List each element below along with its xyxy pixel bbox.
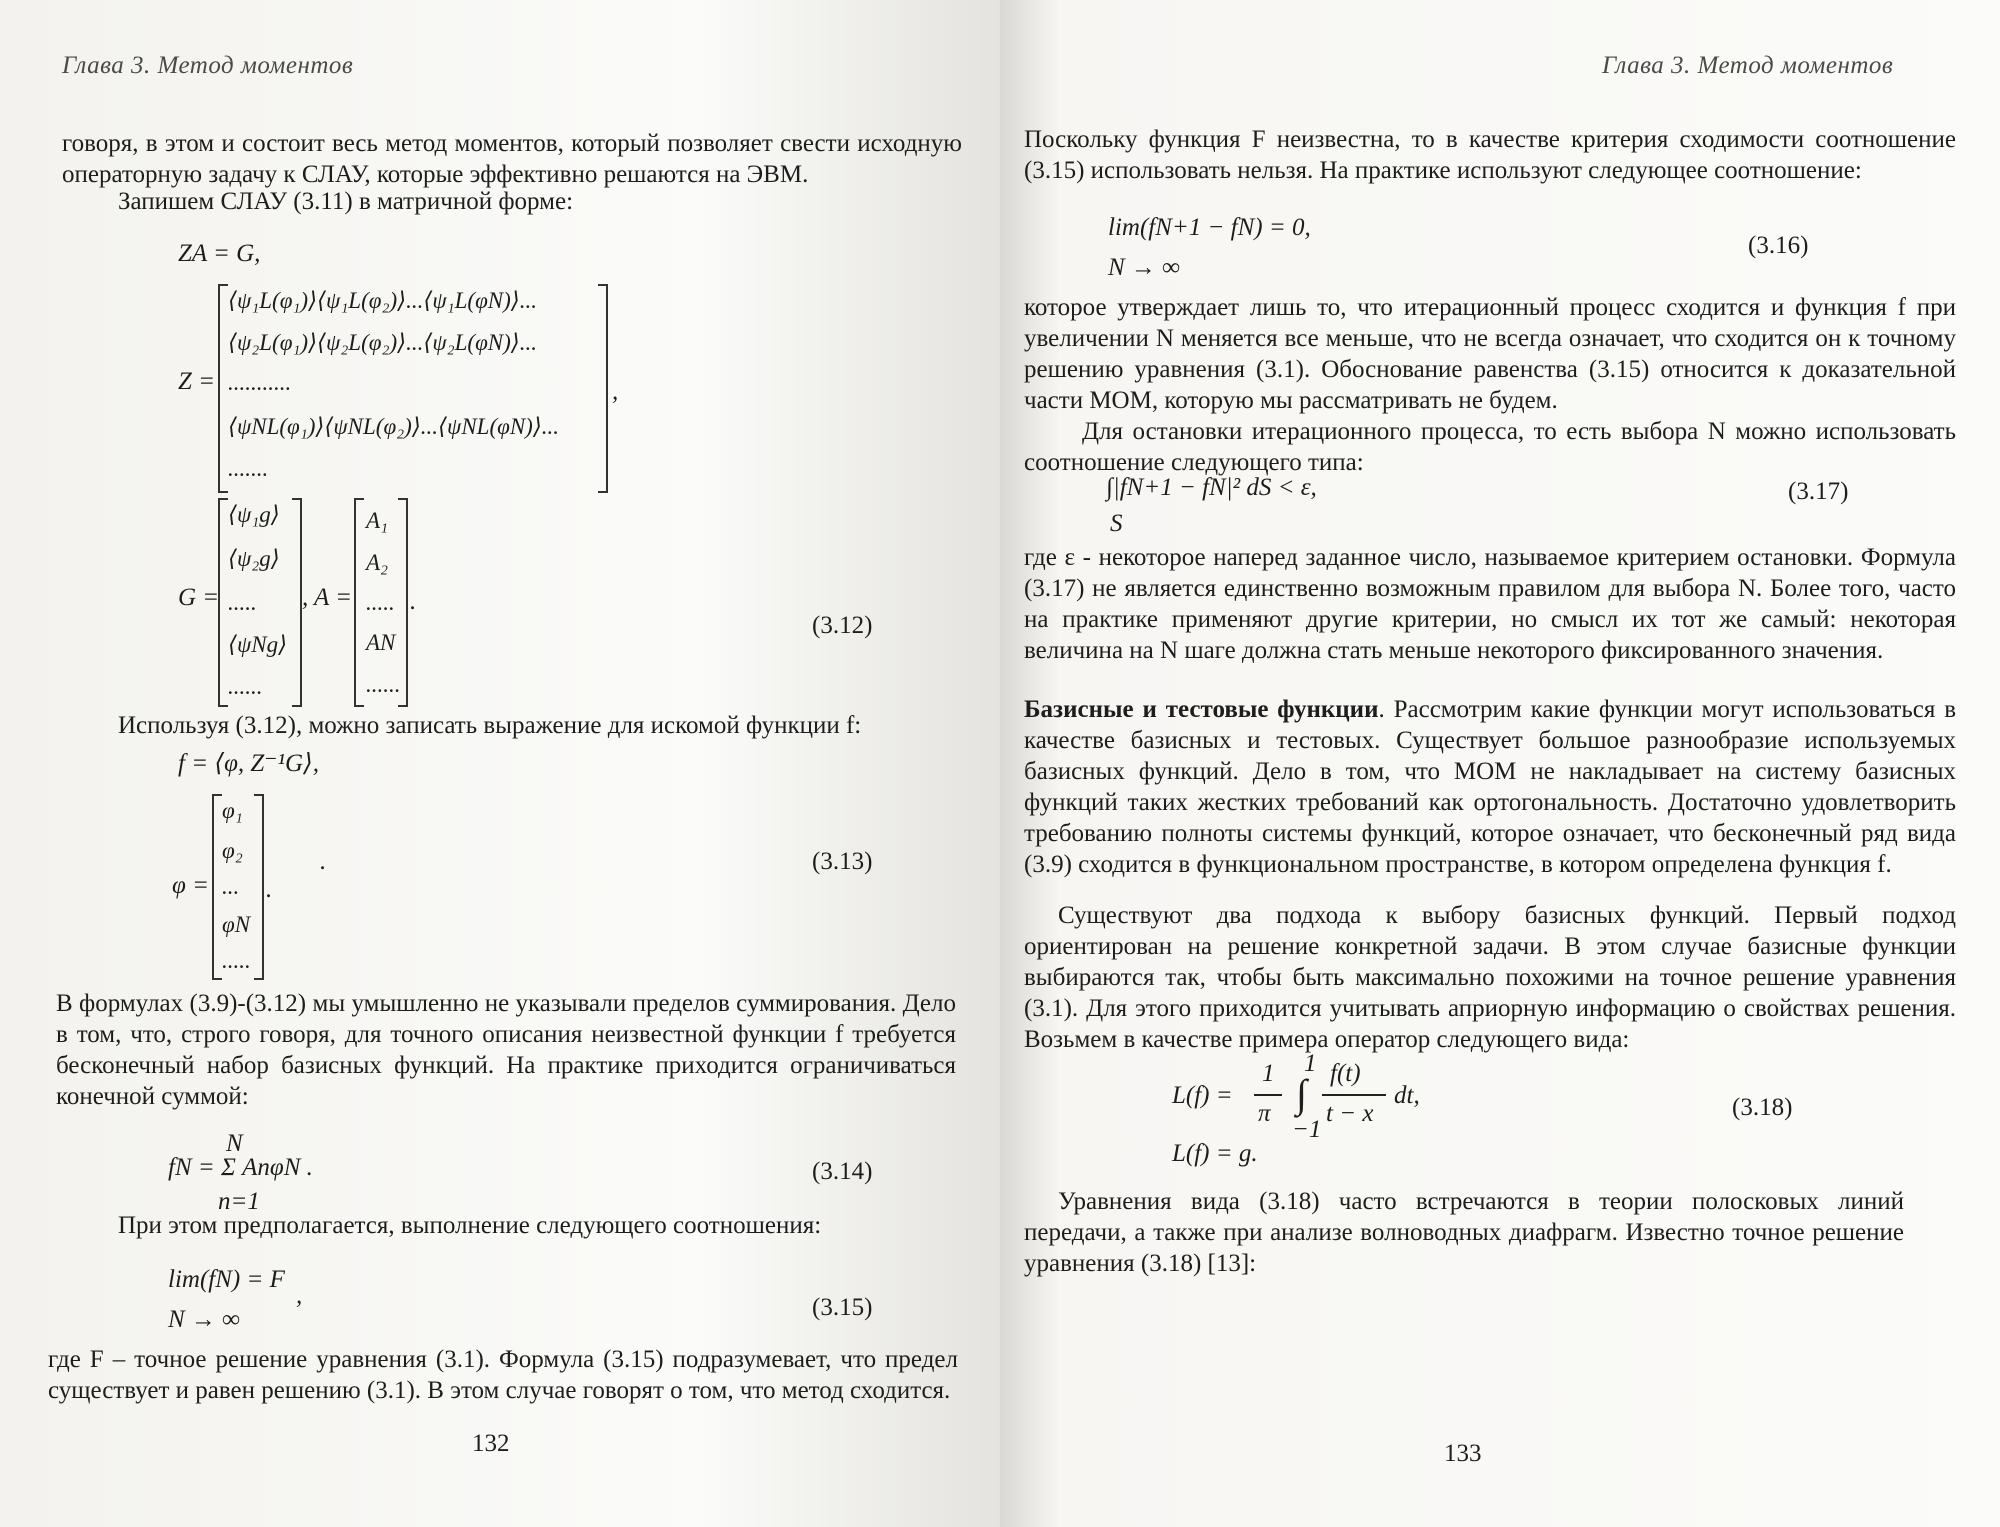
a-vector-right-bracket bbox=[398, 498, 408, 707]
a-vector-item: A₁ bbox=[366, 508, 389, 533]
z-matrix-right-bracket bbox=[598, 284, 608, 493]
fraction-1-bar bbox=[1254, 1094, 1282, 1096]
z-matrix-comma: , bbox=[612, 378, 619, 405]
g-vector-item: ⟨ψ₁g⟩ bbox=[228, 502, 280, 527]
left-paragraph-5: При этом предполагается, выполнение следующего соотношения: bbox=[118, 1212, 822, 1239]
equation-3-14: fN = Σ AnφN . bbox=[168, 1154, 313, 1181]
integral-domain: S bbox=[1110, 510, 1123, 537]
g-vector-right-bracket bbox=[292, 498, 302, 707]
equation-number-3-16: (3.16) bbox=[1748, 232, 1809, 259]
integral-sign: ∫ bbox=[1296, 1071, 1307, 1116]
phi-vector-dot: . bbox=[320, 848, 327, 875]
g-vector-item: ⟨ψNg⟩ bbox=[228, 632, 288, 657]
equation-number-3-14: (3.14) bbox=[812, 1158, 873, 1185]
right-paragraph-5 bbox=[1024, 694, 1956, 880]
phi-vector-item: ..... bbox=[222, 948, 251, 973]
right-running-header: Глава 3. Метод моментов bbox=[1602, 52, 1894, 79]
left-paragraph-4: В формулах (3.9)-(3.12) мы умышленно не указывали пределов суммирования. Дело в том, что, строго говоря, для точного описания неизвестной функции f требуется бесконечный набор базисных функций. На практике приходится ограничиваться конечной суммой: bbox=[56, 990, 956, 1110]
sum-upper-limit: N bbox=[226, 1130, 243, 1157]
left-paragraph-6: где F – точное решение уравнения (3.1). Формула (3.15) подразумевает, что предел существует и равен решению (3.1). В этом случае говорят о том, что метод сходится. bbox=[48, 1346, 958, 1404]
right-page bbox=[1000, 0, 2000, 1527]
phi-vector-right-bracket bbox=[254, 794, 264, 980]
section-heading-basis-functions: Базисные и тестовые функции bbox=[1024, 696, 1379, 723]
phi-vector-item: φN bbox=[222, 912, 251, 937]
equation-number-3-15: (3.15) bbox=[812, 1294, 873, 1321]
z-matrix-label: Z = bbox=[178, 368, 216, 395]
right-paragraph-1: Поскольку функция F неизвестна, то в качестве критерия сходимости соотношение (3.15) использовать нельзя. На практике используют следующее соотношение: bbox=[1024, 126, 1956, 184]
a-vector-item: ...... bbox=[366, 672, 401, 697]
left-paragraph-1: говоря, в этом и состоит весь метод моментов, который позволяет свести исходную операторную задачу к СЛАУ, которые эффективно решаются на ЭВМ. bbox=[62, 130, 962, 188]
equation-3-17: ∫|fN+1 − fN|² dS < ε, bbox=[1106, 474, 1317, 501]
z-matrix-row: ........... bbox=[228, 370, 292, 395]
right-paragraph-7: Уравнения вида (3.18) часто встречаются в теории полосковых линий передачи, а также при анализе волноводных диафрагм. Известно точное решение уравнения (3.18) [13]: bbox=[1024, 1188, 1904, 1277]
equation-3-16-subscript: N → ∞ bbox=[1108, 254, 1180, 281]
equation-3-18-dt: dt, bbox=[1394, 1082, 1420, 1109]
a-vector-item: A₂ bbox=[366, 550, 389, 575]
right-paragraph-3: Для остановки итерационного процесса, то есть выбора N можно использовать соотношение следующего типа: bbox=[1024, 418, 1956, 476]
equation-3-18-second: L(f) = g. bbox=[1172, 1140, 1258, 1167]
integral-upper-limit: 1 bbox=[1304, 1050, 1317, 1077]
left-page-number: 132 bbox=[472, 1430, 510, 1457]
fraction-2-denominator: t − x bbox=[1326, 1100, 1374, 1127]
z-matrix-left-bracket bbox=[218, 284, 228, 493]
fraction-1-denominator: π bbox=[1258, 1100, 1271, 1127]
right-paragraph-2: которое утверждает лишь то, что итерационный процесс сходится и функция f при увеличении N меняется все меньше, что не всегда означает, что сходится он к точному решению уравнения (3.1). Обоснование равенства (3.15) относится к доказательной части МОМ, которую мы рассматривать не будем. bbox=[1024, 294, 1956, 414]
equation-number-3-17: (3.17) bbox=[1788, 478, 1849, 505]
sum-lower-limit: n=1 bbox=[218, 1188, 260, 1215]
equation-f: f = ⟨φ, Z⁻¹G⟩, bbox=[178, 750, 320, 777]
phi-vector-left-bracket bbox=[212, 794, 222, 980]
equation-3-18-lhs: L(f) = bbox=[1172, 1082, 1233, 1109]
equation-3-16-limit: lim(fN+1 − fN) = 0, bbox=[1108, 214, 1311, 241]
right-page-number: 133 bbox=[1444, 1440, 1482, 1467]
equation-number-3-18: (3.18) bbox=[1732, 1094, 1793, 1121]
fraction-1-numerator: 1 bbox=[1262, 1060, 1275, 1087]
left-paragraph-3: Используя (3.12), можно записать выражение для искомой функции f: bbox=[118, 712, 862, 739]
g-vector-item: ..... bbox=[228, 590, 257, 615]
g-vector-item: ...... bbox=[228, 674, 263, 699]
equation-za-g: ZA = G, bbox=[178, 240, 261, 267]
right-paragraph-5-text: . Рассмотрим какие функции могут использоваться в качестве базисных и тестовых. Существует большое разнообразие используемых базисных функций. Дело в том, что МОМ не накладывает на систему базисных функций таких жестких требований как ортогональность. Достаточно удовлетворить требованию полноты системы функций, которое означает, что бесконечный ряд вида (3.9) сходится в функциональном пространстве, в котором определена функция f. bbox=[1024, 696, 1957, 878]
a-vector-period: . bbox=[410, 588, 417, 615]
fraction-2-numerator: f(t) bbox=[1330, 1060, 1361, 1087]
z-matrix-row: ⟨ψNL(φ₁)⟩⟨ψNL(φ₂)⟩...⟨ψNL(φN)⟩... bbox=[228, 414, 560, 439]
a-vector-item: AN bbox=[366, 630, 396, 655]
a-vector-item: ..... bbox=[366, 590, 395, 615]
left-running-header: Глава 3. Метод моментов bbox=[62, 52, 354, 79]
phi-vector-period: . bbox=[266, 876, 273, 903]
a-vector-left-bracket bbox=[354, 498, 364, 707]
equation-3-15-subscript: N → ∞ bbox=[168, 1306, 240, 1333]
equation-3-15-limit: lim(fN) = F bbox=[168, 1266, 285, 1293]
equation-number-3-12: (3.12) bbox=[812, 612, 873, 639]
right-paragraph-6: Существуют два подхода к выбору базисных функций. Первый подход ориентирован на решение конкретной задачи. В этом случае базисные функции выбираются так, чтобы быть максимально похожими на точное решение уравнения (3.1). Для этого приходится учитывать априорную информацию о свойствах решения. Возьмем в качестве примера оператор следующего вида: bbox=[1024, 902, 1956, 1053]
right-paragraph-4: где ε - некоторое наперед заданное число, называемое критерием остановки. Формула (3.17) не является единственно возможным правилом для выбора N. Более того, часто на практике применяют другие критерии, но смысл их тот же самый: некоторая величина на N шаге должна стать меньше некоторого фиксированного значения. bbox=[1024, 544, 1956, 664]
equation-3-15-comma: , bbox=[296, 1282, 303, 1309]
equation-number-3-13: (3.13) bbox=[812, 848, 873, 875]
phi-vector-label: φ = bbox=[172, 872, 209, 899]
fraction-2-bar bbox=[1322, 1094, 1386, 1096]
a-vector-label: , A = bbox=[302, 584, 352, 611]
phi-vector-item: ... bbox=[222, 874, 240, 899]
z-matrix-row: ⟨ψ₁L(φ₁)⟩⟨ψ₁L(φ₂)⟩...⟨ψ₁L(φN)⟩... bbox=[228, 288, 538, 313]
phi-vector-item: φ₂ bbox=[222, 838, 243, 863]
left-paragraph-2: Запишем СЛАУ (3.11) в матричной форме: bbox=[118, 188, 574, 215]
phi-vector-item: φ₁ bbox=[222, 798, 243, 823]
g-vector-label: G = bbox=[178, 584, 220, 611]
g-vector-item: ⟨ψ₂g⟩ bbox=[228, 546, 280, 571]
g-vector-left-bracket bbox=[218, 498, 228, 707]
integral-lower-limit: −1 bbox=[1292, 1116, 1322, 1143]
z-matrix-row: ....... bbox=[228, 456, 269, 481]
z-matrix-row: ⟨ψ₂L(φ₁)⟩⟨ψ₂L(φ₂)⟩...⟨ψ₂L(φN)⟩... bbox=[228, 330, 538, 355]
